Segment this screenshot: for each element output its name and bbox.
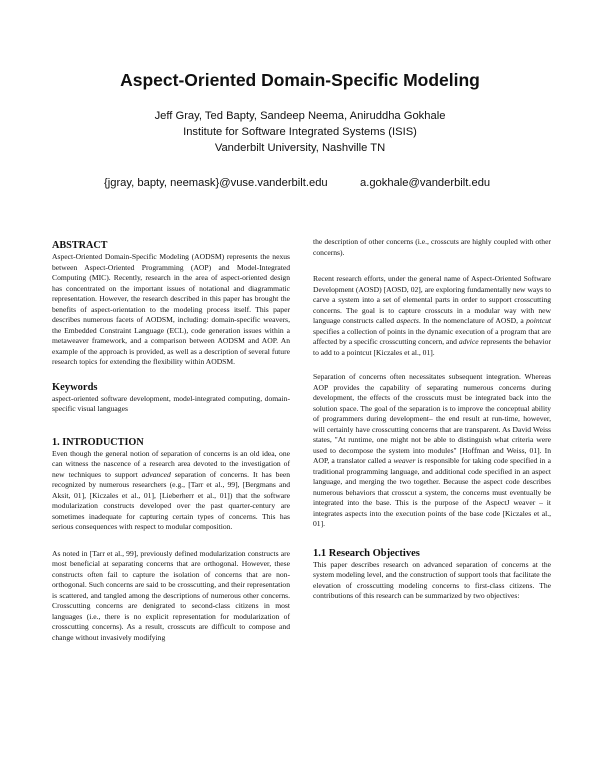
authors: Jeff Gray, Ted Bapty, Sandeep Neema, Aniruddha Gokhale xyxy=(154,110,446,122)
research-objectives-text: This paper describes research on advanced separation of concerns at the system modeling level, and the construction of support tools that facilitate the elevation of crosscutting modeling concerns to first-class citizens. The contributions of this research can be summarized by two objectives: xyxy=(313,559,551,600)
affiliation-university: Vanderbilt University, Nashville TN xyxy=(214,142,386,154)
email-group: {jgray, bapty, neemask}@vuse.vanderbilt.edu xyxy=(104,177,328,189)
introduction-heading: 1. INTRODUCTION xyxy=(52,436,144,448)
introduction-paragraph-2: As noted in [Tarr et al., 99], previously defined modularization constructs are most beneficial at separating concerns that are orthogonal. However, these constructs often fail to capture the isolation of concerns that are non-orthogonal. Such concerns are said to be crosscutting, and their representation is scattered, and tangled among the descriptions of numerous other concerns. Crosscutting concerns are denigrated to second-class citizens in most languages (i.e., there is no explicit representation for modularization of crosscutting concerns). As a result, crosscuts are difficult to compose and change without invasively modifying xyxy=(52,548,290,642)
right-paragraph-aosd: Recent research efforts, under the general name of Aspect-Oriented Software Development (AOSD) [AOSD, 02], are exploring fundamentally new ways to carve a system into a set of elemental parts in order to support crosscutting concerns. The goal is to capture crosscuts in a modular way with new language constructs called aspects. In the nomenclature of AOSD, a pointcut specifies a collection of points in the dynamic execution of a program that are affected by a specific crosscutting concern, and advice represents the behavior to add to a pointcut [Kiczales et al., 01]. xyxy=(313,274,552,357)
abstract-text: Aspect-Oriented Domain-Specific Modeling (AODSM) represents the nexus between Aspect-Oriented Programming (AOP) and Model-Integrated Computing (MIC). Recently, research in the area of aspect-oriented design has concentrated on the important issues of notational and diagrammatic representation. However, the research described in this paper has brought the benefits of aspect-orientation to the modeling process itself. This paper describes numerous facets of AODSM, including: domain-specific weavers, the Embedded Constraint Language (ECL), code generation issues within a metaweaver framework, and a comparison between AODSM and AOP. An example of the approach is provided, as well as a description of several future research topics for extending the flexibility within AODSM. xyxy=(52,252,290,366)
right-paragraph-separation: Separation of concerns often necessitates subsequent integration. Whereas AOP provides the capability of separating numerous concerns during development, the effects of the crosscuts must be integrated back into the solution space. The goal of the separation is to improve the conceptual ability of programmers during development– the end result at run-time, however, will certainly have crosscutting concerns that are transparent. As David Weiss states, "At runtime, one might not be able to distinguish what criteria were used to decompose the system into modules" [Hoffman and Weiss, 01]. In AOP, a translator called a weaver is responsible for taking code specified in a traditional programming language, and additional code specified in an aspect language, and merging the two together. Because the aspect code describes numerous behaviors that crosscut a system, the concerns must eventually be integrated into the base. This is the purpose of the AspectJ weaver – it integrates aspects into the execution points of the base code [Kiczales et al., 01]. xyxy=(313,372,551,528)
right-paragraph-0: the description of other concerns (i.e., crosscuts are highly coupled with other concerns). xyxy=(313,237,551,257)
keywords-heading: Keywords xyxy=(52,381,98,393)
email-gokhale: a.gokhale@vanderbilt.edu xyxy=(360,177,491,189)
introduction-paragraph-1: Even though the general notion of separation of concerns is an old idea, one can witness the nascence of a research area devoted to the investigation of new techniques to support advanced separation of concerns. It has been recognized by numerous researchers (e.g., [Tarr et al., 99], [Bergmans and Aksit, 01], [Kiczales et al., 01], [Lieberherr et al., 01]) that the software modularization constructs developed over the past quarter-century are sometimes inadequate for capturing certain types of concerns. This has serious consequences with respect to modular composition. xyxy=(52,448,290,531)
left-column xyxy=(52,240,290,651)
abstract-heading: ABSTRACT xyxy=(52,240,108,251)
paper-title: Aspect-Oriented Domain-Specific Modeling xyxy=(120,70,480,90)
right-column xyxy=(313,237,551,610)
keywords-text: aspect-oriented software development, model-integrated computing, domain-specific visual languages xyxy=(52,393,290,413)
affiliation-institute: Institute for Software Integrated Systems (ISIS) xyxy=(183,126,417,138)
research-objectives-heading: 1.1 Research Objectives xyxy=(313,547,420,559)
